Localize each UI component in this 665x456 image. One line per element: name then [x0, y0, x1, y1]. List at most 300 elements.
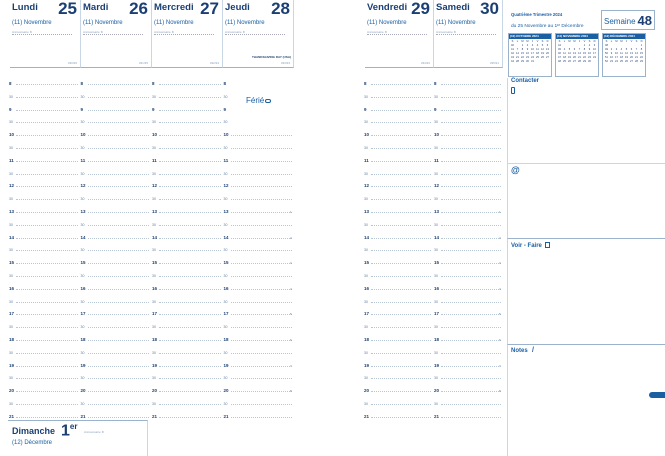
mini-calendar-cell[interactable]: S	[605, 40, 608, 43]
hour-label: 16	[80, 285, 86, 291]
hour-line	[159, 161, 221, 162]
mini-calendar-cell[interactable]: 6	[630, 48, 633, 51]
hour-line	[441, 417, 501, 418]
hour-label: 19	[152, 362, 158, 368]
mini-calendar-cell[interactable]: 16	[610, 56, 613, 59]
half-hour-label: 30	[223, 120, 228, 125]
mini-calendar-cell[interactable]: 11	[620, 52, 623, 55]
hour-line	[88, 238, 150, 239]
half-line	[441, 378, 501, 379]
hour-line	[231, 186, 293, 187]
half-line	[88, 302, 150, 303]
anniversaire-line: Anniversaire ★	[154, 30, 214, 35]
mini-calendar-cell[interactable]: 12	[625, 52, 628, 55]
half-hour-label: 30	[152, 274, 156, 278]
mini-calendar-cell[interactable]: 19	[625, 56, 628, 59]
mini-calendar-cell[interactable]: 6	[546, 44, 549, 47]
hour-line	[88, 391, 150, 392]
mini-calendar-cell[interactable]: 9	[588, 48, 591, 51]
hour-label: 9	[434, 106, 437, 112]
mini-calendar-cell[interactable]: M	[568, 40, 571, 43]
mini-calendar-cell[interactable]: 28	[578, 60, 581, 63]
mini-calendar-cell[interactable]: 45	[558, 48, 561, 51]
mini-calendar-cell[interactable]: 42	[511, 52, 514, 55]
mini-calendar-cell[interactable]: 22	[583, 56, 586, 59]
mini-calendar-cell[interactable]: 52	[605, 60, 608, 63]
mini-calendar-cell[interactable]: S	[541, 40, 544, 43]
hour-line	[16, 238, 78, 239]
mini-calendar-cell[interactable]: 50	[605, 52, 608, 55]
mini-calendar-cell[interactable]: 2	[526, 44, 529, 47]
mini-calendar-cell[interactable]: 47	[558, 56, 561, 59]
half-hour-label: 30	[80, 350, 85, 355]
mini-calendar-cell[interactable]: 24	[531, 56, 534, 59]
half-line	[371, 327, 431, 328]
half-line	[16, 148, 78, 149]
day-month: (11) Novembre	[436, 20, 476, 26]
mini-calendar-cell[interactable]: 4	[620, 48, 623, 51]
mini-calendar-cell[interactable]: J	[531, 40, 534, 43]
hour-label: 21	[364, 413, 370, 419]
hour-label: 13	[9, 209, 15, 214]
mini-calendar-cell[interactable]: 5	[568, 48, 571, 51]
half-line	[16, 199, 78, 200]
hour-line	[88, 263, 150, 264]
hour-label: 12	[223, 183, 229, 189]
half-hour-label: 30	[223, 325, 228, 330]
mini-calendar-cell[interactable]: 23	[526, 56, 529, 59]
mini-calendar-cell[interactable]: 12	[541, 48, 544, 51]
hour-line	[159, 391, 221, 392]
hour-line	[441, 235, 501, 240]
half-line	[371, 174, 431, 175]
mini-calendar-cell[interactable]: 5	[541, 44, 544, 47]
mini-calendar-cell[interactable]: 14	[635, 52, 638, 55]
clipboard-icon	[545, 242, 550, 248]
mini-calendar-cell[interactable]	[592, 60, 597, 64]
mini-calendar-cell[interactable]: 21	[516, 56, 519, 59]
mini-calendar-cell[interactable]: 24	[615, 60, 618, 63]
half-hour-label: 30	[434, 146, 438, 150]
mini-calendar-cell[interactable]: 28	[635, 60, 638, 63]
mini-calendar-cell[interactable]: M	[620, 40, 623, 43]
hour-line	[371, 161, 431, 162]
row-number: 8	[499, 389, 501, 394]
mini-calendar-cell[interactable]: 15	[640, 52, 643, 55]
hour-label: 16	[9, 285, 15, 291]
row-number: 2	[290, 235, 292, 240]
mini-calendar-cell[interactable]: M	[615, 40, 618, 43]
anniversaire-line: Anniversaire ★	[225, 30, 285, 35]
hour-line	[231, 391, 293, 392]
hour-line	[231, 135, 293, 136]
dimanche-sub: (12) Décembre	[12, 440, 53, 446]
mini-calendar-cell[interactable]	[545, 60, 550, 64]
half-line	[88, 122, 150, 123]
half-line	[441, 199, 501, 200]
mini-calendar-cell[interactable]: 28	[516, 60, 519, 63]
half-hour-label: 30	[152, 146, 156, 150]
half-hour-label: 30	[9, 171, 13, 176]
mini-calendar-cell[interactable]: S	[558, 40, 561, 43]
hour-line	[159, 289, 221, 290]
mini-calendar-cell[interactable]: 16	[588, 52, 591, 55]
mini-calendar-cell[interactable]: 19	[541, 52, 544, 55]
mini-calendar-cell[interactable]: 1	[583, 44, 586, 47]
mini-calendar-cell[interactable]: J	[625, 40, 628, 43]
mini-calendar-cell[interactable]: S	[635, 40, 638, 43]
hour-label: 16	[434, 285, 440, 291]
phone-icon	[511, 87, 515, 94]
mini-calendar-cell[interactable]: 17	[593, 52, 596, 55]
half-hour-label: 30	[223, 376, 228, 381]
hour-line	[441, 363, 501, 368]
mini-calendar-cell[interactable]: 48	[558, 60, 561, 63]
hour-line	[371, 238, 431, 239]
mini-calendar-cell[interactable]: 30	[526, 60, 529, 63]
mini-calendar-cell[interactable]: 13	[630, 52, 633, 55]
half-hour-label: 30	[9, 350, 13, 355]
mini-calendar-cell[interactable]: 17	[531, 52, 534, 55]
hour-label: 14	[152, 234, 158, 240]
hour-line	[159, 135, 221, 136]
mini-calendar-cell[interactable]: 23	[588, 56, 591, 59]
row-number: 4	[290, 286, 292, 291]
half-hour-label: 30	[223, 222, 228, 227]
hour-line	[371, 340, 431, 341]
mini-calendar-cell[interactable]: 2	[610, 48, 613, 51]
half-hour-label: 30	[223, 402, 228, 406]
half-line	[441, 302, 501, 303]
mini-calendar-cell[interactable]: 26	[541, 56, 544, 59]
hour-label: 18	[152, 337, 158, 342]
hour-line	[159, 314, 221, 315]
half-hour-label: 30	[152, 248, 156, 253]
mini-calendar-cell[interactable]: 11	[536, 48, 539, 51]
mini-calendar-cell[interactable]: 1	[640, 44, 643, 47]
half-line	[371, 122, 431, 123]
mini-calendar-cell[interactable]: D	[593, 40, 596, 43]
half-hour-label: 30	[152, 350, 156, 355]
day-number: 30	[480, 0, 499, 18]
mini-calendar-cell[interactable]: 3	[531, 44, 534, 47]
pen-icon: /	[532, 347, 534, 354]
mini-calendar-cell[interactable]: 20	[573, 56, 576, 59]
half-line	[16, 250, 78, 251]
day-month: (11) Novembre	[83, 20, 123, 26]
hour-line	[231, 417, 293, 418]
half-line	[16, 302, 78, 303]
hour-label: 12	[9, 183, 15, 189]
hour-label: 9	[9, 106, 12, 112]
hour-label: 12	[434, 183, 440, 189]
mini-calendar-cell[interactable]: S	[511, 40, 514, 43]
mini-calendar-title: (12) DÉCEMBRE 2024	[603, 34, 645, 39]
dimanche-note: Anniversaire ★	[84, 430, 105, 434]
hour-line	[16, 289, 78, 290]
mini-calendar-cell[interactable]: 1	[521, 44, 524, 47]
hour-label: 17	[223, 311, 229, 317]
mini-calendar-cell[interactable]: 12	[568, 52, 571, 55]
hour-label: 9	[152, 106, 155, 112]
mini-calendar-cell[interactable]: 26	[625, 60, 628, 63]
hour-line	[441, 186, 501, 187]
mini-calendar-cell[interactable]: 27	[573, 60, 576, 63]
hour-line	[16, 340, 78, 341]
mini-calendar-cell[interactable]: 18	[563, 56, 566, 59]
mini-calendar-cell[interactable]: 29	[583, 60, 586, 63]
half-line	[371, 378, 431, 379]
mini-calendar	[555, 33, 599, 77]
mini-calendar-cell[interactable]: 21	[578, 56, 581, 59]
hour-label: 19	[434, 362, 440, 368]
hour-label: 15	[152, 260, 158, 266]
mini-calendar-cell[interactable]: 16	[526, 52, 529, 55]
row-number: 8	[290, 389, 292, 394]
mini-calendar-cell[interactable]: V	[583, 40, 586, 43]
mini-calendar-cell[interactable]: 10	[531, 48, 534, 51]
mini-calendar-cell[interactable]: 5	[625, 48, 628, 51]
mini-calendar-cell[interactable]: 25	[563, 60, 566, 63]
mini-calendar-cell[interactable]: 26	[568, 60, 571, 63]
hour-line	[441, 286, 501, 291]
half-hour-label: 30	[223, 274, 228, 278]
mini-calendar-cell[interactable]: 22	[640, 56, 643, 59]
mini-calendar-cell[interactable]: 44	[558, 44, 561, 47]
mini-calendar-cell[interactable]: L	[516, 40, 519, 43]
half-line	[16, 378, 78, 379]
row-number: 7	[290, 363, 292, 368]
half-hour-label: 30	[434, 94, 438, 99]
half-line	[88, 250, 150, 251]
half-hour-label: 30	[434, 171, 438, 176]
voir-faire-section	[507, 238, 665, 344]
voir-faire-title: Voir - Faire	[511, 243, 542, 249]
hour-line	[231, 212, 293, 213]
mini-calendar-cell[interactable]: 11	[563, 52, 566, 55]
day-number: 26	[129, 0, 148, 18]
mini-calendar-cell[interactable]: L	[610, 40, 613, 43]
week-label: Semaine	[604, 17, 636, 26]
mini-calendar-cell[interactable]: 3	[593, 44, 596, 47]
hour-label: 14	[223, 234, 229, 240]
half-hour-label: 30	[9, 120, 13, 125]
half-line	[159, 250, 221, 251]
hour-label: 17	[152, 311, 158, 317]
hour-line	[371, 212, 431, 213]
mini-calendar-cell[interactable]: 4	[563, 48, 566, 51]
mini-calendar-cell[interactable]: 6	[573, 48, 576, 51]
half-line	[159, 378, 221, 379]
mini-calendar-cell[interactable]: 40	[511, 44, 514, 47]
mini-calendar-cell[interactable]: 27	[546, 56, 549, 59]
hour-line	[159, 340, 221, 341]
mini-calendar-cell[interactable]: M	[573, 40, 576, 43]
hour-label: 16	[223, 285, 229, 291]
half-hour-label: 30	[364, 120, 368, 125]
row-number: 3	[499, 261, 501, 266]
half-line	[88, 327, 150, 328]
mini-calendar-cell[interactable]: M	[526, 40, 529, 43]
mini-calendar-cell[interactable]: V	[630, 40, 633, 43]
mini-calendar-cell[interactable]: S	[588, 40, 591, 43]
hour-line	[371, 84, 431, 85]
mini-calendar-cell[interactable]: 44	[511, 60, 514, 63]
hour-label: 10	[364, 132, 370, 138]
mini-calendar-cell[interactable]: 25	[536, 56, 539, 59]
half-hour-label: 30	[9, 376, 13, 381]
hour-label: 19	[80, 362, 86, 368]
mini-calendar-cell[interactable]: 7	[635, 48, 638, 51]
mini-calendar-cell[interactable]: 18	[536, 52, 539, 55]
mini-calendar-cell[interactable]: 51	[605, 56, 608, 59]
mini-calendar-cell[interactable]: 43	[511, 56, 514, 59]
mini-calendar-cell[interactable]: 9	[610, 52, 613, 55]
mini-calendar-cell[interactable]: 15	[583, 52, 586, 55]
mini-calendar-grid	[556, 39, 598, 65]
half-hour-label: 30	[434, 222, 438, 227]
mini-calendar-cell[interactable]: 8	[640, 48, 643, 51]
hour-line	[441, 135, 501, 136]
mini-calendar-cell[interactable]: 29	[640, 60, 643, 63]
mini-calendar-cell[interactable]: 13	[573, 52, 576, 55]
mini-calendar-cell[interactable]: 7	[516, 48, 519, 51]
mini-calendar-cell[interactable]: 22	[521, 56, 524, 59]
mini-calendar-cell[interactable]: 20	[546, 52, 549, 55]
half-line	[88, 276, 150, 277]
hour-line	[231, 340, 293, 341]
half-line	[231, 250, 293, 251]
mini-calendar-cell[interactable]: 3	[615, 48, 618, 51]
hour-label: 14	[9, 234, 15, 240]
hour-label: 17	[434, 311, 440, 317]
hour-line	[159, 186, 221, 187]
mini-calendar-cell[interactable]: 49	[605, 48, 608, 51]
half-line	[231, 353, 293, 354]
half-line	[371, 250, 431, 251]
mini-calendar-cell[interactable]: 10	[593, 48, 596, 51]
mini-calendar-cell[interactable]: 31	[531, 60, 534, 63]
hour-line	[88, 135, 150, 136]
half-hour-label: 30	[80, 197, 85, 202]
mini-calendar-cell[interactable]: L	[563, 40, 566, 43]
hour-line	[159, 110, 221, 111]
day-header-samedi	[434, 0, 503, 68]
mini-calendar-cell[interactable]: 7	[578, 48, 581, 51]
hour-label: 10	[152, 132, 158, 138]
mini-calendar-cell[interactable]: 4	[536, 44, 539, 47]
hour-label: 12	[80, 183, 86, 189]
half-line	[159, 327, 221, 328]
hour-label: 21	[434, 413, 440, 419]
hour-line	[16, 263, 78, 264]
mini-calendar-cell[interactable]: D	[546, 40, 549, 43]
mini-calendar-cell[interactable]: 46	[558, 52, 561, 55]
mini-calendar	[602, 33, 646, 77]
page-tab[interactable]	[649, 392, 665, 398]
day-code: 335/31	[489, 61, 499, 65]
week-badge	[601, 10, 655, 30]
half-line	[159, 97, 221, 98]
row-number: 2	[499, 235, 501, 240]
half-hour-label: 30	[434, 120, 438, 125]
mini-calendar-cell[interactable]: 18	[620, 56, 623, 59]
mini-calendar-cell[interactable]: 30	[588, 60, 591, 63]
mini-calendar-cell[interactable]: 27	[630, 60, 633, 63]
row-number: 4	[499, 286, 501, 291]
mini-calendar-cell[interactable]: 8	[583, 48, 586, 51]
hour-label: 10	[80, 132, 86, 138]
mini-calendar-cell[interactable]: 10	[615, 52, 618, 55]
hour-label: 20	[364, 388, 370, 394]
hour-label: 14	[80, 234, 86, 240]
mini-calendar-cell[interactable]: 17	[615, 56, 618, 59]
hour-line	[231, 286, 293, 291]
mini-calendar-cell[interactable]: J	[578, 40, 581, 43]
half-hour-label: 30	[80, 402, 85, 406]
half-line	[16, 225, 78, 226]
half-hour-label: 30	[364, 197, 368, 202]
half-line	[88, 174, 150, 175]
mini-calendar-cell[interactable]: 9	[526, 48, 529, 51]
hour-label: 11	[9, 157, 14, 163]
mini-calendar-cell[interactable]: 14	[578, 52, 581, 55]
hour-line	[16, 161, 78, 162]
mini-calendar-cell[interactable]: 8	[521, 48, 524, 51]
half-line	[371, 404, 431, 405]
mini-calendar-cell[interactable]: 13	[546, 48, 549, 51]
half-line	[231, 276, 293, 277]
day-name: Mercredi	[154, 2, 194, 13]
hour-label: 14	[434, 234, 440, 240]
half-line	[159, 199, 221, 200]
hour-label: 20	[223, 388, 229, 394]
mini-calendar-cell[interactable]: 20	[630, 56, 633, 59]
mini-calendar-cell[interactable]: 14	[516, 52, 519, 55]
hour-line	[441, 314, 501, 315]
mini-calendar-cell[interactable]: 2	[588, 44, 591, 47]
hour-label: 9	[80, 106, 84, 112]
mini-calendar-cell[interactable]: 25	[620, 60, 623, 63]
mini-calendar-title: (10) OCTOBRE 2024	[509, 34, 551, 39]
hour-label: 11	[152, 157, 157, 163]
mini-calendar-cell[interactable]: 41	[511, 48, 514, 51]
hour-label: 18	[223, 337, 229, 342]
hour-line	[231, 263, 293, 264]
mini-calendar-cell[interactable]: 21	[635, 56, 638, 59]
mini-calendar-cell[interactable]: 19	[568, 56, 571, 59]
trimestre-label: Quatrième Trimestre 2024	[511, 12, 563, 17]
hour-label: 20	[152, 388, 158, 394]
mini-calendar-cell[interactable]: 24	[593, 56, 596, 59]
day-number: 29	[411, 0, 430, 18]
ferie-icon	[265, 99, 271, 103]
mini-calendar-cell[interactable]: 48	[605, 44, 608, 47]
mini-calendar-cell[interactable]: D	[640, 40, 643, 43]
mini-calendar-cell[interactable]: 29	[521, 60, 524, 63]
mini-calendar-cell[interactable]: 15	[521, 52, 524, 55]
half-hour-label: 30	[80, 171, 85, 176]
hour-line	[371, 417, 431, 418]
left-page	[0, 0, 295, 456]
mini-calendar-cell[interactable]: M	[521, 40, 524, 43]
mini-calendar-cell[interactable]: V	[536, 40, 539, 43]
mini-calendar-grid	[509, 39, 551, 65]
half-hour-label: 30	[80, 222, 85, 227]
hour-label: 20	[9, 388, 15, 394]
half-line	[88, 199, 150, 200]
mini-calendar-cell[interactable]: 23	[610, 60, 613, 63]
